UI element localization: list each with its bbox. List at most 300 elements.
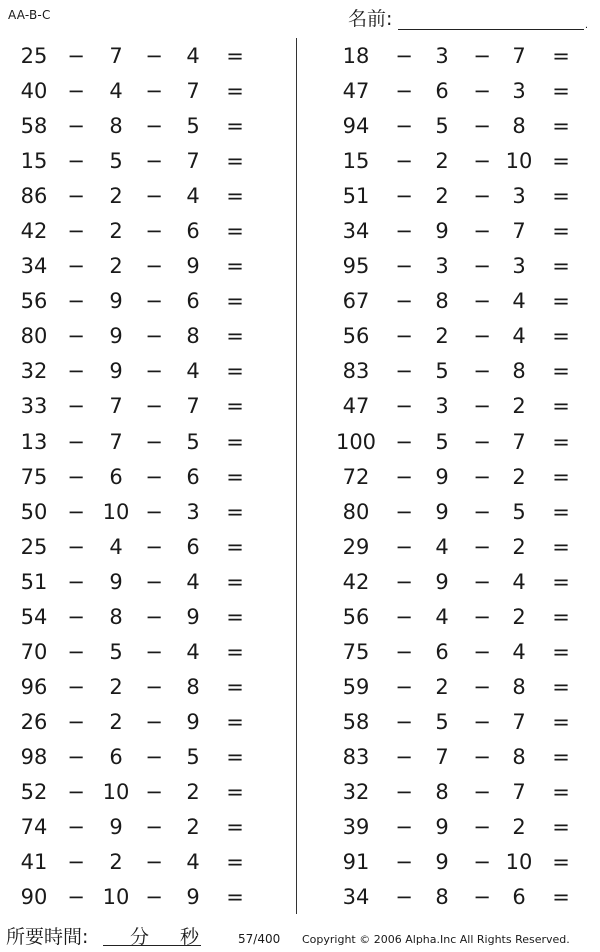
first-subtrahend: 6 [109, 464, 123, 489]
minuend: 80 [342, 499, 370, 524]
problem-row [0, 388, 280, 423]
second-subtrahend: 7 [512, 219, 526, 244]
equals-sign: = [552, 394, 570, 419]
minutes-unit: 分 [130, 926, 150, 948]
first-subtrahend: 2 [109, 254, 123, 279]
problem-row [0, 809, 280, 844]
second-subtrahend: 5 [186, 114, 200, 139]
minus-sign: − [67, 464, 85, 489]
problem-row [326, 494, 600, 529]
equals-sign: = [552, 499, 570, 524]
minus-sign: − [395, 114, 413, 139]
name-field [348, 6, 588, 32]
second-subtrahend: 3 [512, 254, 526, 279]
minus-sign: − [473, 79, 491, 104]
minus-sign: − [395, 149, 413, 174]
first-subtrahend: 3 [435, 254, 449, 279]
first-subtrahend: 2 [109, 219, 123, 244]
minus-sign: − [145, 114, 163, 139]
minus-sign: − [473, 744, 491, 769]
second-subtrahend: 2 [512, 815, 526, 840]
minus-sign: − [473, 114, 491, 139]
minus-sign: − [145, 744, 163, 769]
equals-sign: = [226, 569, 244, 594]
problem-row [326, 599, 600, 634]
minus-sign: − [473, 674, 491, 699]
problem-row [326, 774, 600, 809]
minuend: 32 [20, 359, 48, 384]
problem-row [326, 353, 600, 388]
minuend: 83 [342, 744, 370, 769]
minuend: 29 [342, 534, 370, 559]
first-subtrahend: 2 [435, 674, 449, 699]
minus-sign: − [67, 324, 85, 349]
equals-sign: = [226, 324, 244, 349]
second-subtrahend: 9 [186, 254, 200, 279]
problem-row [0, 669, 280, 704]
minus-sign: − [395, 885, 413, 910]
equals-sign: = [552, 779, 570, 804]
first-subtrahend: 5 [435, 114, 449, 139]
minus-sign: − [473, 394, 491, 419]
equals-sign: = [552, 464, 570, 489]
problem-row [326, 213, 600, 248]
first-subtrahend: 3 [435, 44, 449, 68]
second-subtrahend: 8 [512, 744, 526, 769]
minus-sign: − [67, 569, 85, 594]
minus-sign: − [145, 815, 163, 840]
minus-sign: − [395, 534, 413, 559]
minus-sign: − [473, 289, 491, 314]
minuend: 26 [20, 709, 48, 734]
minus-sign: − [473, 815, 491, 840]
minus-sign: − [473, 219, 491, 244]
minuend: 90 [20, 885, 48, 910]
first-subtrahend: 9 [109, 289, 123, 314]
minuend: 34 [342, 219, 370, 244]
minuend: 56 [342, 324, 370, 349]
first-subtrahend: 5 [435, 359, 449, 384]
name-end-dot: . [584, 20, 588, 31]
first-subtrahend: 9 [435, 850, 449, 875]
minus-sign: − [67, 184, 85, 209]
problem-row [326, 178, 600, 213]
first-subtrahend: 7 [109, 44, 123, 68]
minus-sign: − [67, 779, 85, 804]
minus-sign: − [395, 289, 413, 314]
equals-sign: = [552, 850, 570, 875]
problem-row [0, 599, 280, 634]
first-subtrahend: 8 [109, 114, 123, 139]
first-subtrahend: 2 [109, 850, 123, 875]
first-subtrahend: 5 [435, 429, 449, 454]
minuend: 47 [342, 394, 370, 419]
seconds-unit: 秒 [180, 926, 200, 948]
equals-sign: = [226, 114, 244, 139]
problem-row [326, 388, 600, 423]
second-subtrahend: 7 [512, 429, 526, 454]
minuend: 56 [342, 604, 370, 629]
minuend: 80 [20, 324, 48, 349]
minus-sign: − [395, 44, 413, 68]
first-subtrahend: 4 [109, 534, 123, 559]
minuend: 51 [342, 184, 370, 209]
worksheet-code: AA-B-C [8, 8, 51, 22]
problem-row [326, 879, 600, 914]
first-subtrahend: 9 [435, 219, 449, 244]
equals-sign: = [552, 289, 570, 314]
equals-sign: = [552, 534, 570, 559]
first-subtrahend: 9 [435, 464, 449, 489]
second-subtrahend: 8 [186, 324, 200, 349]
equals-sign: = [226, 885, 244, 910]
name-label: 名前: [348, 8, 393, 30]
first-subtrahend: 5 [109, 149, 123, 174]
first-subtrahend: 5 [109, 639, 123, 664]
minus-sign: − [67, 254, 85, 279]
first-subtrahend: 9 [109, 569, 123, 594]
equals-sign: = [226, 219, 244, 244]
minus-sign: − [145, 254, 163, 279]
problem-row [326, 669, 600, 704]
minus-sign: − [145, 499, 163, 524]
minus-sign: − [395, 464, 413, 489]
problem-row [0, 634, 280, 669]
problem-row [0, 459, 280, 494]
minus-sign: − [395, 359, 413, 384]
problem-row [0, 494, 280, 529]
first-subtrahend: 4 [109, 79, 123, 104]
minuend: 41 [20, 850, 48, 875]
minus-sign: − [145, 639, 163, 664]
equals-sign: = [226, 79, 244, 104]
minus-sign: − [473, 499, 491, 524]
minus-sign: − [67, 114, 85, 139]
second-subtrahend: 2 [512, 604, 526, 629]
minus-sign: − [67, 885, 85, 910]
minus-sign: − [145, 674, 163, 699]
first-subtrahend: 8 [435, 289, 449, 314]
time-label: 所要時間: [6, 926, 89, 948]
minuend: 95 [342, 254, 370, 279]
problem-row [326, 73, 600, 108]
equals-sign: = [226, 464, 244, 489]
minuend: 59 [342, 674, 370, 699]
equals-sign: = [552, 674, 570, 699]
problem-row [0, 564, 280, 599]
right-problem-column [326, 38, 600, 914]
minuend: 75 [20, 464, 48, 489]
equals-sign: = [552, 254, 570, 279]
equals-sign: = [226, 359, 244, 384]
minuend: 91 [342, 850, 370, 875]
minus-sign: − [473, 885, 491, 910]
problem-row [0, 739, 280, 774]
first-subtrahend: 9 [435, 815, 449, 840]
minus-sign: − [473, 324, 491, 349]
equals-sign: = [552, 79, 570, 104]
minus-sign: − [145, 184, 163, 209]
problem-row [326, 459, 600, 494]
equals-sign: = [552, 744, 570, 769]
first-subtrahend: 6 [109, 744, 123, 769]
minuend: 94 [342, 114, 370, 139]
minuend: 18 [342, 44, 370, 68]
equals-sign: = [226, 254, 244, 279]
problem-row [326, 248, 600, 283]
minus-sign: − [395, 709, 413, 734]
second-subtrahend: 4 [186, 850, 200, 875]
problem-row [0, 318, 280, 353]
equals-sign: = [226, 604, 244, 629]
minus-sign: − [67, 534, 85, 559]
first-subtrahend: 9 [109, 359, 123, 384]
minus-sign: − [145, 429, 163, 454]
minus-sign: − [67, 79, 85, 104]
minuend: 25 [20, 534, 48, 559]
problem-row [0, 844, 280, 879]
minus-sign: − [145, 779, 163, 804]
first-subtrahend: 9 [109, 324, 123, 349]
minus-sign: − [395, 779, 413, 804]
minus-sign: − [145, 534, 163, 559]
name-blank-line [398, 29, 584, 30]
second-subtrahend: 4 [186, 44, 200, 68]
minus-sign: − [145, 44, 163, 68]
second-subtrahend: 4 [512, 289, 526, 314]
equals-sign: = [226, 709, 244, 734]
minuend: 25 [20, 44, 48, 68]
minus-sign: − [67, 709, 85, 734]
second-subtrahend: 8 [512, 674, 526, 699]
second-subtrahend: 7 [512, 709, 526, 734]
minuend: 72 [342, 464, 370, 489]
minus-sign: − [145, 850, 163, 875]
equals-sign: = [226, 674, 244, 699]
minus-sign: − [473, 709, 491, 734]
second-subtrahend: 2 [512, 534, 526, 559]
minus-sign: − [145, 79, 163, 104]
equals-sign: = [552, 885, 570, 910]
first-subtrahend: 7 [435, 744, 449, 769]
minuend: 75 [342, 639, 370, 664]
minus-sign: − [473, 779, 491, 804]
first-subtrahend: 7 [109, 394, 123, 419]
problem-row [326, 283, 600, 318]
minuend: 32 [342, 779, 370, 804]
minuend: 13 [20, 429, 48, 454]
equals-sign: = [226, 44, 244, 68]
minus-sign: − [67, 604, 85, 629]
minuend: 54 [20, 604, 48, 629]
minus-sign: − [67, 219, 85, 244]
footer [0, 918, 600, 952]
problem-row [0, 424, 280, 459]
minus-sign: − [67, 289, 85, 314]
minus-sign: − [67, 674, 85, 699]
minus-sign: − [145, 394, 163, 419]
equals-sign: = [226, 639, 244, 664]
equals-sign: = [552, 569, 570, 594]
second-subtrahend: 2 [512, 394, 526, 419]
problem-row [326, 564, 600, 599]
second-subtrahend: 3 [512, 184, 526, 209]
minus-sign: − [67, 815, 85, 840]
minuend: 42 [342, 569, 370, 594]
equals-sign: = [226, 149, 244, 174]
minus-sign: − [145, 885, 163, 910]
problem-row [0, 704, 280, 739]
minus-sign: − [395, 79, 413, 104]
equals-sign: = [226, 184, 244, 209]
problem-row [326, 809, 600, 844]
column-divider [296, 38, 297, 914]
equals-sign: = [552, 149, 570, 174]
second-subtrahend: 10 [505, 850, 533, 875]
minus-sign: − [395, 324, 413, 349]
second-subtrahend: 5 [186, 744, 200, 769]
minus-sign: − [473, 44, 491, 68]
second-subtrahend: 6 [512, 885, 526, 910]
equals-sign: = [226, 289, 244, 314]
minuend: 56 [20, 289, 48, 314]
equals-sign: = [552, 184, 570, 209]
minuend: 40 [20, 79, 48, 104]
minus-sign: − [145, 604, 163, 629]
minuend: 47 [342, 79, 370, 104]
minus-sign: − [395, 254, 413, 279]
left-problem-column [0, 38, 280, 914]
problem-row [326, 739, 600, 774]
second-subtrahend: 3 [512, 79, 526, 104]
minus-sign: − [473, 639, 491, 664]
second-subtrahend: 10 [505, 149, 533, 174]
second-subtrahend: 9 [186, 604, 200, 629]
equals-sign: = [552, 219, 570, 244]
equals-sign: = [552, 709, 570, 734]
equals-sign: = [226, 779, 244, 804]
first-subtrahend: 2 [109, 184, 123, 209]
second-subtrahend: 6 [186, 534, 200, 559]
second-subtrahend: 4 [186, 639, 200, 664]
minuend: 86 [20, 184, 48, 209]
equals-sign: = [552, 324, 570, 349]
second-subtrahend: 8 [186, 674, 200, 699]
minus-sign: − [473, 850, 491, 875]
equals-sign: = [226, 429, 244, 454]
second-subtrahend: 6 [186, 289, 200, 314]
second-subtrahend: 5 [186, 429, 200, 454]
page-number: 57/400 [238, 932, 281, 946]
second-subtrahend: 7 [512, 779, 526, 804]
equals-sign: = [552, 429, 570, 454]
minuend: 52 [20, 779, 48, 804]
minus-sign: − [395, 569, 413, 594]
minus-sign: − [395, 394, 413, 419]
problem-row [326, 529, 600, 564]
problem-row [326, 634, 600, 669]
minus-sign: − [395, 429, 413, 454]
problem-row [326, 143, 600, 178]
minus-sign: − [395, 674, 413, 699]
minus-sign: − [395, 604, 413, 629]
minuend: 15 [20, 149, 48, 174]
second-subtrahend: 4 [512, 639, 526, 664]
minus-sign: − [67, 359, 85, 384]
minus-sign: − [395, 850, 413, 875]
second-subtrahend: 4 [512, 569, 526, 594]
first-subtrahend: 10 [102, 499, 130, 524]
problem-row [0, 774, 280, 809]
problem-row [0, 178, 280, 213]
second-subtrahend: 6 [186, 464, 200, 489]
problem-row [0, 283, 280, 318]
first-subtrahend: 5 [435, 709, 449, 734]
minus-sign: − [473, 149, 491, 174]
problem-row [326, 108, 600, 143]
equals-sign: = [552, 44, 570, 68]
minuend: 34 [20, 254, 48, 279]
problem-row [0, 108, 280, 143]
second-subtrahend: 7 [186, 79, 200, 104]
second-subtrahend: 7 [186, 394, 200, 419]
first-subtrahend: 9 [435, 499, 449, 524]
minus-sign: − [67, 744, 85, 769]
second-subtrahend: 2 [186, 815, 200, 840]
equals-sign: = [552, 604, 570, 629]
minuend: 42 [20, 219, 48, 244]
first-subtrahend: 2 [435, 324, 449, 349]
problem-row [326, 844, 600, 879]
minus-sign: − [473, 254, 491, 279]
minus-sign: − [395, 815, 413, 840]
minus-sign: − [395, 184, 413, 209]
second-subtrahend: 5 [512, 499, 526, 524]
second-subtrahend: 4 [512, 324, 526, 349]
second-subtrahend: 4 [186, 184, 200, 209]
second-subtrahend: 9 [186, 885, 200, 910]
second-subtrahend: 3 [186, 499, 200, 524]
minuend: 33 [20, 394, 48, 419]
problem-row [326, 704, 600, 739]
first-subtrahend: 8 [109, 604, 123, 629]
problem-row [0, 353, 280, 388]
minus-sign: − [145, 149, 163, 174]
problem-row [0, 38, 280, 73]
minuend: 58 [342, 709, 370, 734]
first-subtrahend: 6 [435, 639, 449, 664]
minus-sign: − [473, 569, 491, 594]
minuend: 96 [20, 674, 48, 699]
minus-sign: − [473, 184, 491, 209]
problem-row [326, 424, 600, 459]
problem-row [0, 143, 280, 178]
minus-sign: − [67, 639, 85, 664]
minus-sign: − [67, 850, 85, 875]
problem-row [0, 879, 280, 914]
minuend: 67 [342, 289, 370, 314]
first-subtrahend: 2 [109, 709, 123, 734]
equals-sign: = [552, 114, 570, 139]
first-subtrahend: 4 [435, 604, 449, 629]
equals-sign: = [226, 850, 244, 875]
minuend: 70 [20, 639, 48, 664]
first-subtrahend: 9 [435, 569, 449, 594]
minus-sign: − [395, 219, 413, 244]
second-subtrahend: 4 [186, 359, 200, 384]
equals-sign: = [226, 394, 244, 419]
first-subtrahend: 2 [109, 674, 123, 699]
